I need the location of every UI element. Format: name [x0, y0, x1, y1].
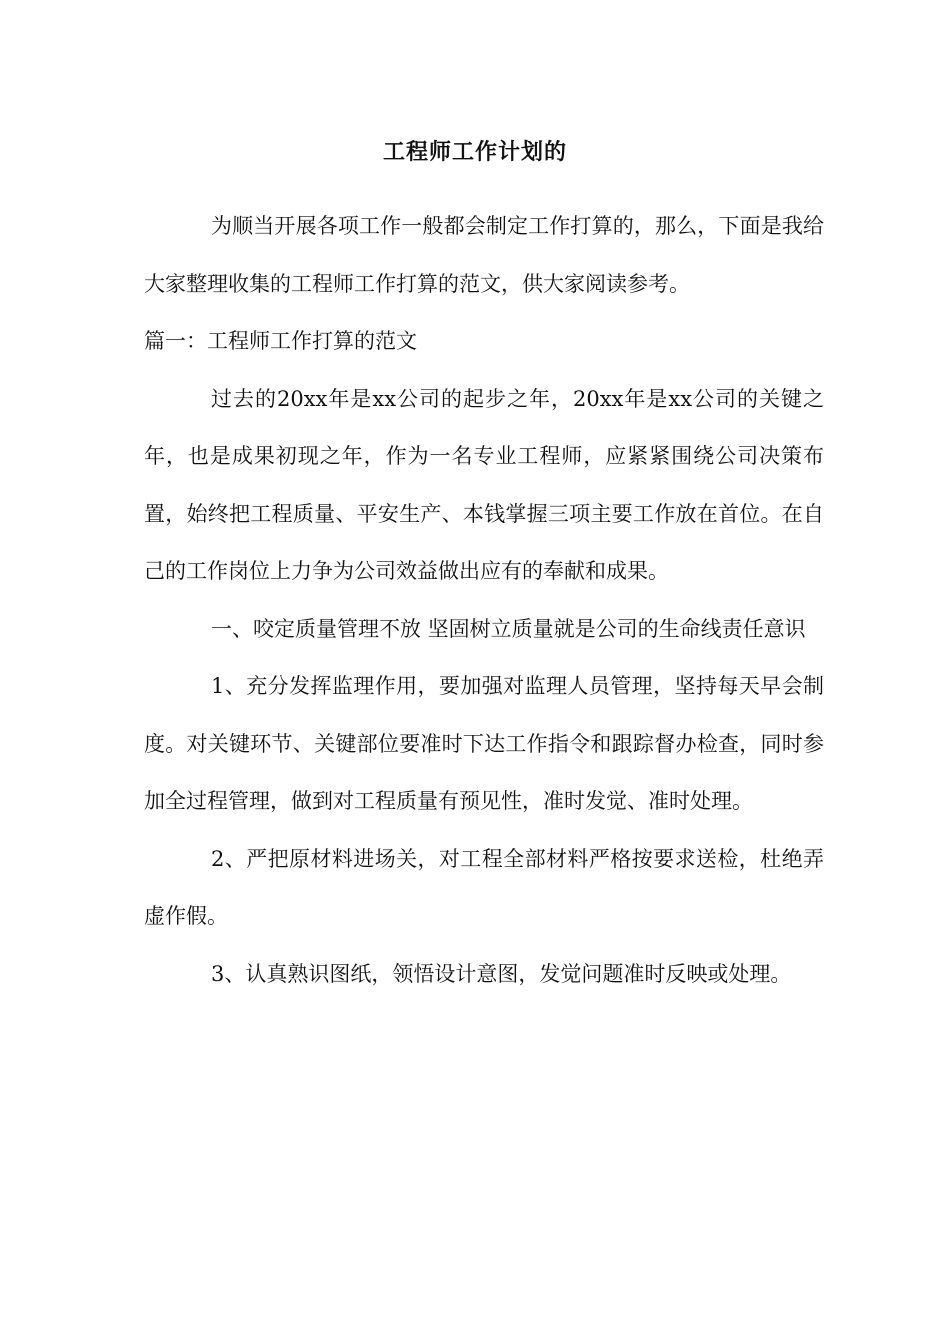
- item-3-paragraph: 3、认真熟识图纸，领悟设计意图，发觉问题准时反映或处理。: [211, 961, 792, 986]
- subheading-quality: 一、咬定质量管理不放 坚固树立质量就是公司的生命线责任意识: [211, 616, 806, 641]
- document-body: [144, 198, 824, 1003]
- overview-paragraph: 过去的20xx年是xx公司的起步之年，20xx年是xx公司的关键之年，也是成果初现之年，作为一名专业工程师，应紧紧围绕公司决策布置，始终把工程质量、平安生产、本钱掌握三项主要工作放在首位。在自己的工作岗位上力争为公司效益做出应有的奉献和成果。: [144, 386, 824, 583]
- document-title: 工程师工作计划的: [382, 140, 567, 165]
- item-1-paragraph: 1、充分发挥监理作用，要加强对监理人员管理，坚持每天早会制度。对关键环节、关键部位要准时下达工作指令和跟踪督办检查，同时参加全过程管理，做到对工程质量有预见性，准时发觉、准时处理。: [144, 674, 824, 813]
- item-2-paragraph: 2、严把原材料进场关，对工程全部材料严格按要求送检，杜绝弄虚作假。: [144, 846, 824, 928]
- intro-paragraph: 为顺当开展各项工作一般都会制定工作打算的，那么，下面是我给大家整理收集的工程师工作打算的范文，供大家阅读参考。: [144, 214, 824, 296]
- section-heading: 篇一：工程师工作打算的范文: [144, 329, 417, 353]
